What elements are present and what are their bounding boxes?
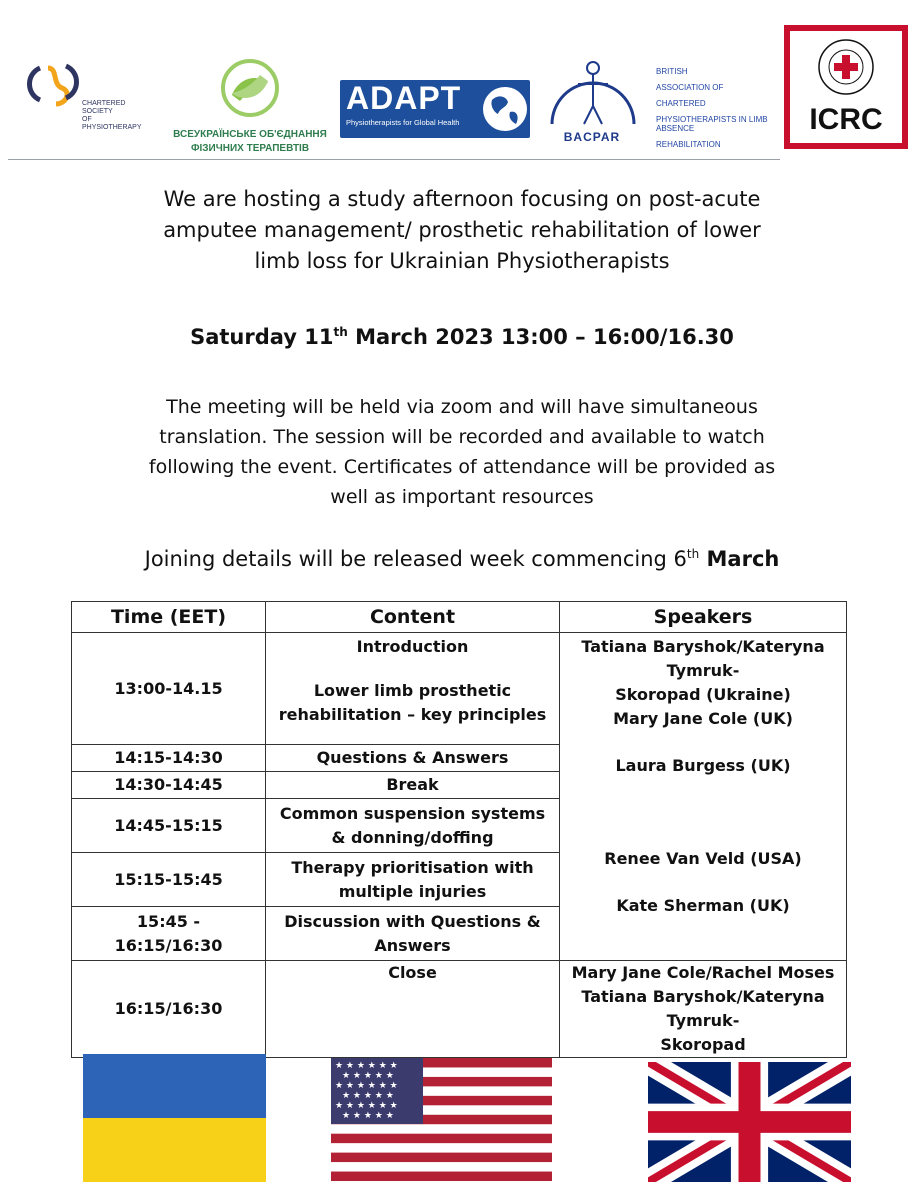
csp-line: OF [82, 116, 92, 123]
speaker-line [564, 801, 842, 824]
svg-text:★ ★ ★ ★ ★ ★: ★ ★ ★ ★ ★ ★ [335, 1061, 398, 1071]
content-cell [266, 853, 560, 907]
time-cell: 14:15-14:30 [72, 745, 266, 772]
svg-text:★ ★ ★ ★ ★: ★ ★ ★ ★ ★ [342, 1091, 394, 1101]
speaker-line [564, 778, 842, 801]
speaker-line: Kate Sherman (UK) [616, 896, 790, 915]
speaker-line: Skoropad (Ukraine) [615, 685, 791, 704]
icrc-title: ICRC [809, 103, 883, 136]
joining-details [0, 544, 924, 575]
event-date [0, 322, 924, 353]
description-line: following the event. Certificates of attendance will be provided as [148, 456, 776, 478]
bacpar-line: PHYSIOTHERAPISTS IN LIMB ABSENCE [656, 115, 768, 133]
csp-line: CHARTERED [82, 100, 126, 107]
content-line: Common suspension systems [279, 803, 546, 823]
csp-line: PHYSIOTHERAPY [82, 124, 142, 131]
date-sup: th [333, 325, 348, 339]
bacpar-line: BRITISH [656, 67, 688, 76]
bacpar-figure-icon [538, 58, 648, 130]
logo-bar [0, 0, 924, 160]
content-line: rehabilitation – key principles [278, 705, 547, 724]
ukraine-association-logo [160, 55, 340, 155]
csp-mark-icon [22, 60, 82, 120]
speaker-line: Tatiana Baryshok/Kateryna Tymruk- [581, 987, 825, 1030]
csp-line: SOCIETY [82, 108, 113, 115]
header-speakers: Speakers [560, 602, 847, 633]
date-pre: Saturday 11 [190, 325, 334, 349]
content-line: Discussion with Questions & [284, 911, 541, 931]
content-line: Lower limb prosthetic [313, 681, 512, 700]
header-time: Time (EET) [72, 602, 266, 633]
usa-flag-icon [331, 1058, 552, 1181]
time-cell: 16:15/16:30 [72, 961, 266, 1058]
joining-bold: March [699, 547, 780, 571]
speaker-line [564, 731, 842, 754]
icrc-logo [784, 25, 908, 149]
content-cell: Break [266, 772, 560, 799]
adapt-logo [340, 80, 530, 138]
speaker-line: Mary Jane Cole (UK) [613, 709, 793, 728]
uk-flag-icon [648, 1062, 851, 1182]
svg-text:★ ★ ★ ★ ★ ★: ★ ★ ★ ★ ★ ★ [335, 1081, 398, 1091]
speaker-line: Skoropad [660, 1035, 746, 1054]
header-content: Content [266, 602, 560, 633]
joining-sup: th [686, 547, 700, 561]
uapt-line: ФІЗИЧНИХ ТЕРАПЕВТІВ [190, 143, 310, 154]
description-line: The meeting will be held via zoom and will have simultaneous [166, 396, 758, 418]
description-line: well as important resources [330, 486, 594, 508]
flag-yellow-stripe [83, 1118, 266, 1182]
time-cell [72, 907, 266, 961]
schedule-table [71, 601, 847, 1058]
time-line: 16:15/16:30 [114, 935, 223, 955]
bacpar-logo [538, 58, 648, 158]
svg-text:★ ★ ★ ★ ★: ★ ★ ★ ★ ★ [342, 1071, 394, 1081]
speakers-cell [560, 633, 847, 961]
content-line: multiple injuries [338, 881, 487, 901]
description-line: translation. The session will be recorded and available to watch [159, 426, 765, 448]
content-line: Answers [374, 935, 451, 955]
adapt-title: ADAPT [346, 80, 462, 116]
csp-logo [22, 60, 142, 140]
date-post: March 2023 13:00 – 16:00/16.30 [347, 325, 734, 349]
hands-leaf-icon [160, 55, 340, 125]
time-cell: 14:30-14:45 [72, 772, 266, 799]
content-cell: Questions & Answers [266, 745, 560, 772]
csp-text [82, 100, 152, 132]
speaker-line: Renee Van Veld (USA) [604, 849, 802, 868]
joining-pre: Joining details will be released week commencing 6 [144, 547, 687, 571]
speaker-line: Laura Burgess (UK) [615, 756, 791, 775]
bacpar-title: BACPAR [563, 130, 621, 144]
content-line [270, 659, 555, 679]
content-cell [266, 907, 560, 961]
time-line: 15:45 - [136, 911, 201, 931]
svg-text:★ ★ ★ ★ ★: ★ ★ ★ ★ ★ [342, 1111, 394, 1121]
intro-line: We are hosting a study afternoon focusing on post-acute [163, 187, 761, 211]
flag-blue-stripe [83, 1054, 266, 1118]
content-line: Therapy prioritisation with [291, 857, 534, 877]
bacpar-line: REHABILITATION [656, 140, 721, 149]
content-line: Introduction [356, 637, 469, 656]
uapt-line: ВСЕУКРАЇНСЬКЕ ОБ'ЄДНАННЯ [173, 129, 327, 140]
bacpar-line: ASSOCIATION OF [656, 83, 724, 92]
intro-line: amputee management/ prosthetic rehabilitation of lower [163, 218, 761, 242]
speaker-line [564, 871, 842, 894]
content-line: & donning/doffing [331, 827, 494, 847]
red-cross-icon [816, 37, 876, 97]
time-cell: 14:45-15:15 [72, 799, 266, 853]
time-cell: 15:15-15:45 [72, 853, 266, 907]
adapt-subtitle: Physiotherapists for Global Health [346, 118, 460, 127]
content-cell [266, 799, 560, 853]
content-cell [266, 633, 560, 745]
globe-icon [480, 82, 530, 136]
meeting-description [0, 392, 924, 512]
header-divider [8, 159, 780, 160]
svg-text:★ ★ ★ ★ ★ ★: ★ ★ ★ ★ ★ ★ [335, 1101, 398, 1111]
bacpar-words [656, 64, 780, 153]
speaker-line: Tatiana Baryshok/Kateryna Tymruk- [581, 637, 825, 680]
ukraine-flag-icon [83, 1054, 266, 1182]
intro-line: limb loss for Ukrainian Physiotherapists [254, 249, 670, 273]
intro-text [0, 184, 924, 277]
time-cell: 13:00-14.15 [72, 633, 266, 745]
table-header-row [72, 602, 847, 633]
bacpar-line: CHARTERED [656, 99, 706, 108]
speaker-line: Mary Jane Cole/Rachel Moses [571, 963, 835, 982]
speaker-line [564, 824, 842, 847]
content-cell: Close [266, 961, 560, 1058]
ukraine-association-text [160, 128, 340, 156]
table-row [72, 633, 847, 745]
table-row [72, 961, 847, 1058]
speakers-cell [560, 961, 847, 1058]
